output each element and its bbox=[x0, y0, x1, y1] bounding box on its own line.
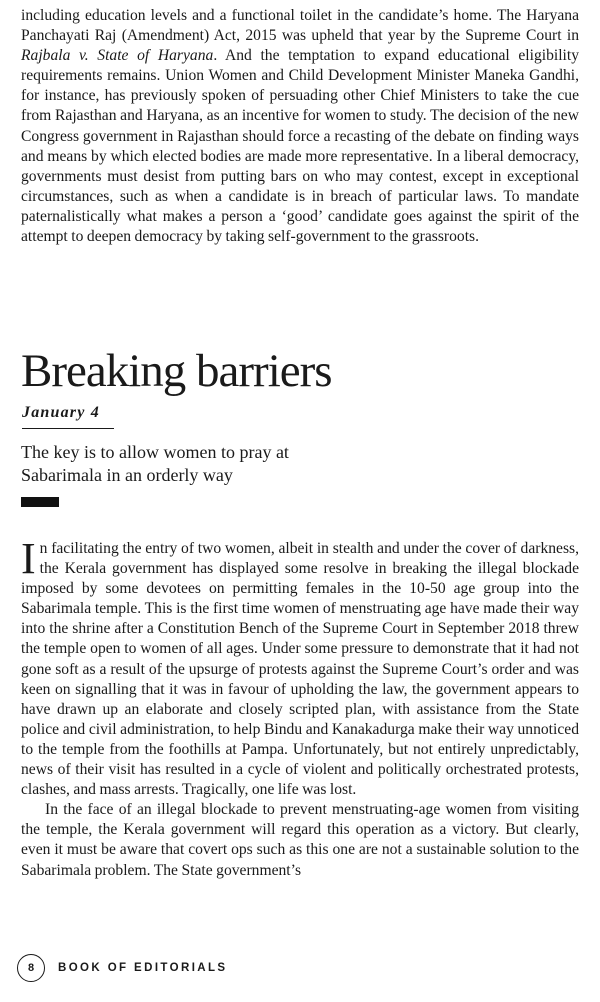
article-headline: Breaking barriers bbox=[21, 345, 332, 397]
deck-line-1: The key is to allow women to pray at bbox=[21, 442, 289, 462]
article-paragraph-2: In the face of an illegal blockade to prevent menstruating-age women from visiting the temple, the Kerala government will regard this operation as a victory. But clearly, even it must be aware that covert ops such as this one are not a sustainable solution to the Sabarimala problem. The State government’s bbox=[21, 801, 579, 879]
previous-paragraph bbox=[21, 6, 579, 247]
previous-paragraph-part-a: including education levels and a functional toilet in the candidate’s home. The Haryana Panchayati Raj (Amendment) Act, 2015 was upheld that year by the Supreme Court in bbox=[21, 7, 579, 45]
page-footer bbox=[17, 953, 228, 983]
page-number: 8 bbox=[17, 954, 45, 982]
book-title: BOOK OF EDITORIALS bbox=[58, 962, 228, 974]
previous-article-text bbox=[21, 6, 579, 247]
deck-line-2: Sabarimala in an orderly way bbox=[21, 465, 233, 485]
previous-paragraph-part-b: . And the temptation to expand educational eligibility requirements remains. Union Women and Child Development Minister Maneka Gandhi, for instance, has previously spoken of persuading other Chief Ministers to take the cue from Rajasthan and Haryana, as an incentive for women to study. The decision of the new Congress government in Rajasthan should force a recasting of the debate on finding ways and means by which elected bodies are made more representative. In a liberal democracy, governments must desist from putting bars on who may contest, except in exceptional circumstances, such as when a candidate is in breach of particular laws. To mandate paternalistically what makes a person a ‘good’ candidate goes against the spirit of the attempt to deepen democracy by taking self-government to the grassroots. bbox=[21, 47, 580, 246]
article-deck bbox=[21, 441, 361, 487]
article-body bbox=[21, 534, 579, 881]
article-date: January 4 bbox=[22, 404, 100, 421]
article-paragraph-1 bbox=[21, 534, 579, 800]
date-underline bbox=[22, 428, 114, 429]
case-name: Rajbala v. State of Haryana bbox=[21, 47, 214, 65]
drop-cap: I bbox=[21, 534, 36, 583]
deck-bar bbox=[21, 497, 59, 507]
article-paragraph-1-text: n facilitating the entry of two women, albeit in stealth and under the cover of darkness, the Kerala government has displayed some resolve in breaking the illegal blockade imposed by some devotees on permitting females in the 10-50 age group into the Sabarimala temple. This is the first time women of menstruating age have made their way into the shrine after a Constitution Bench of the Supreme Court in September 2018 threw the temple open to women of all ages. Under some pressure to demonstrate that it had not gone soft as a result of the upsurge of protests against the Supreme Court’s order and was keen on signalling that it was in favour of upholding the law, the government appears to have drawn up an elaborate and closely scripted plan, with assistance from the State police and civil administration, to help Bindu and Kanakadurga make their way unnoticed to the temple from the foothills at Pampa. Unfortunately, but not entirely unpredictably, news of their visit has resulted in a cycle of violent and politically orchestrated protests, clashes, and mass arrests. Tragically, one life was lost. bbox=[21, 540, 579, 799]
